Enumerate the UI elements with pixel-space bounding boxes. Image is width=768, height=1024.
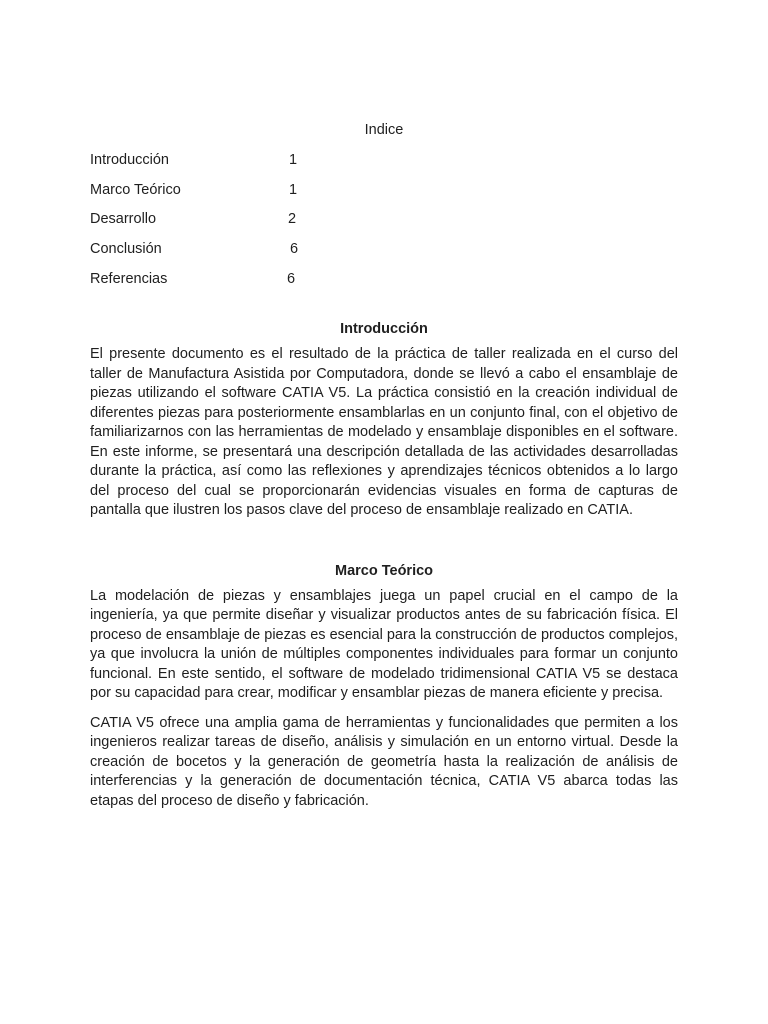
toc-entry-label: Introducción — [90, 152, 169, 168]
marco-teorico-paragraph-1: La modelación de piezas y ensamblajes juega un papel crucial en el campo de la ingeniería, ya que permite diseñar y visualizar productos antes de su fabricación física. El proceso de ensamblaje de piezas es esencial para la construcción de productos complejos, ya que involucra la unión de múltiples componentes individuales para formar un conjunto funcional. En este sentido, el software de modelado tridimensional CATIA V5 se destaca por su capacidad para crear, modificar y ensamblar piezas de manera eficiente y precisa. — [90, 587, 678, 702]
introduccion-paragraph: El presente documento es el resultado de la práctica de taller realizada en el curso del taller de Manufactura Asistida por Computadora, donde se llevó a cabo el ensamblaje de piezas utilizando el software CATIA V5. La práctica consistió en la creación individual de diferentes piezas para posteriormente ensamblarlas en un conjunto final, con el objetivo de familiarizarnos con las herramientas de modelado y ensamblaje disponibles en el software. En este informe, se presentará una descripción detallada de las actividades desarrolladas durante la práctica, así como las reflexiones y aprendizajes técnicos obtenidos a lo largo del proceso del cual se proporcionarán evidencias visuales en forma de capturas de pantalla que ilustren los pasos clave del proceso de ensamblaje realizado en CATIA. — [90, 346, 678, 519]
toc-entry-label: Marco Teórico — [90, 181, 181, 198]
toc-entry-page: 1 — [289, 181, 298, 198]
table-of-contents — [90, 148, 678, 296]
toc-entry-page: 2 — [288, 211, 297, 228]
toc-entry-marco-teorico[interactable] — [90, 178, 678, 208]
toc-entry-introduccion[interactable] — [90, 148, 678, 178]
toc-entry-page: 1 — [289, 152, 298, 168]
section-title-introduccion: Introducción — [340, 321, 428, 338]
toc-entry-label: Conclusión — [90, 241, 162, 258]
toc-entry-desarrollo[interactable] — [90, 207, 678, 237]
index-title: Indice — [364, 122, 404, 138]
toc-entry-label: Desarrollo — [90, 211, 157, 228]
toc-entry-referencias[interactable] — [90, 267, 678, 297]
toc-entry-page: 6 — [290, 241, 299, 258]
toc-entry-label: Referencias — [90, 270, 168, 287]
section-title-marco-teorico: Marco Teórico — [334, 562, 434, 579]
toc-entry-page: 6 — [287, 270, 296, 287]
document-page — [90, 118, 678, 811]
marco-teorico-paragraph-2: CATIA V5 ofrece una amplia gama de herramientas y funcionalidades que permiten a los ingenieros realizar tareas de diseño, análisis y simulación en un entorno virtual. Desde la creación de bocetos y la generación de geometría hasta la realización de análisis de interferencias y la generación de documentación técnica, CATIA V5 abarca todas las etapas del proceso de diseño y fabricación. — [90, 714, 678, 809]
toc-entry-conclusion[interactable] — [90, 237, 678, 267]
